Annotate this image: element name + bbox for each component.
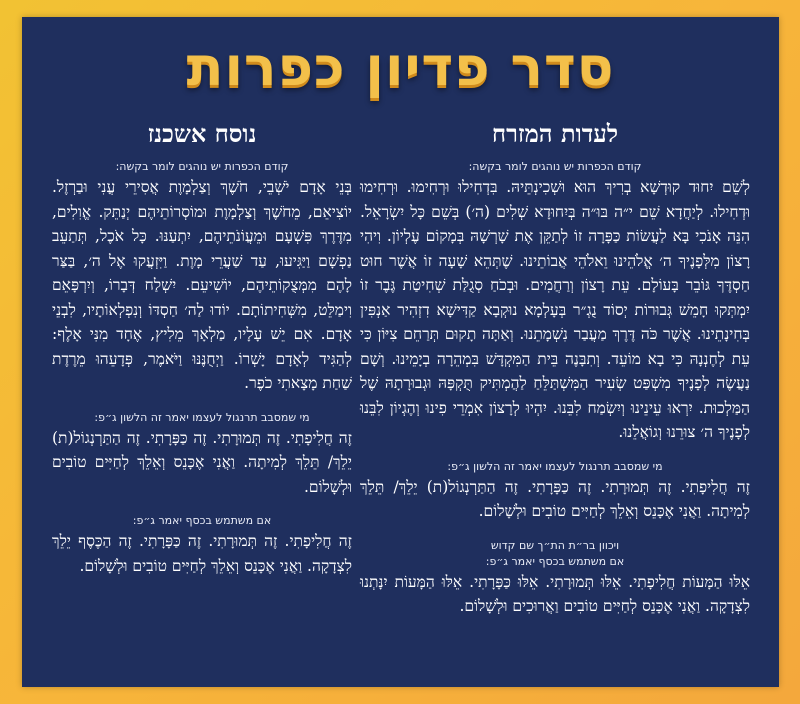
instruction-note: אם משתמש בכסף יאמר ג״פ: (132, 514, 272, 527)
instruction-note: קודם הכפרות יש נוהגים לומר בקשה: (115, 160, 289, 173)
section-rooster (360, 459, 750, 524)
prayer-text: זֶה חֲלִיפָתִי. זֶה תְּמוּרָתִי. זֶה כַּפָּרָתִי. זֶה הַתַּרְנְגוֹל(ת) יֵלֵךְ/ תֵּלֵךְ לְמִיתָה. וַאֲנִי אֶכָּנֵס וְאֵלֵךְ לְחַיִּים טוֹבִים וּלְשָׁלוֹם. (52, 428, 352, 496)
instruction-note-2: אם משתמש בכסף יאמר ג״פ: (485, 554, 625, 568)
section-rooster (52, 410, 352, 500)
instruction-note: קודם הכפרות יש נוהגים לומר בקשה: (468, 160, 642, 173)
instruction-note: ויכוון בר״ת הת״ך שם קדוש (490, 538, 620, 552)
page-title: סדר פדיון כפרות (186, 35, 615, 98)
instruction-note: מי שמסבב תרנגול לעצמו יאמר זה הלשון ג״פ: (94, 410, 310, 424)
column-ashkenaz (52, 117, 352, 578)
prayer-text: זֶה חֲלִיפָתִי. זֶה תְּמוּרָתִי. זֶה כַּפָּרָתִי. זֶה הַכֶּסֶף יֵלֵךְ לִצְדָקָה. וַאֲנִי אֶכָּנֵס וְאֵלֵךְ לְחַיִּים טוֹבִים וּלְשָׁלוֹם. (52, 532, 352, 575)
instruction-note: מי שמסבב תרנגול לעצמו יאמר זה הלשון ג״פ: (447, 459, 663, 473)
section-money (360, 538, 750, 619)
prayer-text: לְשֵׁם יִחוּד קוּדְשָׁא בְרִיךְ הוּא וּשְׁכִינְתֵּיהּ. בִּדְחִילוּ וּרְחִימוּ. וּרְחִימוּ וּדְחִילוּ. לְיַחֲדָא שֵׁם י״ה בּוּ״ה בְּיִחוּדָא שְׁלִים (ה׳) בְּשֵׁם כָּל יִשְׂרָאֵל. הִנֵּה אָנֹכִי בָּא לַעֲשׂוֹת כַּפָּרָה זוֹ לְתַקֵּן אֶת שָׁרְשָׁהּ בְּמָקוֹם עֶלְיוֹן. וִיהִי רָצוֹן מִלְּפָנֶיךָ ה׳ אֱלֹהֵינוּ וֵאלֹהֵי אֲבוֹתֵינוּ. שֶׁתְּהֵא שָׁעָה זוֹ אֲשֶׁר חוּט חַסְדֶּךָ גּוֹבֵר בָּעוֹלָם. עֵת רָצוֹן וְרַחֲמִים. וּבְכֹחַ סְגֻלַּת שְׁחִיטַת גֶּבֶר זוֹ יִמְתְּקוּ חָמֵשׁ גְּבוּרוֹת יְסוֹד נֻגְ״ר בְּעָלְמָא נוּקְבָא קַדִּישָׁא דִזְהִיר אַנְפִּין בְּחִינָתֵינוּ. אֲשֶׁר כֹּה דֶּרֶךְ מַעֲבַר נִשְׁמָתֵנוּ. וְאַתָּה תָקוּם תְּרַחֵם צִיּוֹן כִּי עֵת לְחֶנְנָהּ כִּי בָא מוֹעֵד. וְתִבָּנֶה בֵּית הַמִּקְדָּשׁ בִּמְהֵרָה בְיָמֵינוּ. וְשָׁם נַעֲשֶׂה לְפָנֶיךָ מִשְׁפַּט שְׂעִיר הַמִּשְׁתַּלֵּחַ לַהֲמְתִּיק תֻּקְפָּהּ וּגְבוּרָתָהּ שֶׁל הַמַּלְכוּת. יִרְאוּ עֵינֵינוּ וְיִשְׂמַח לִבֵּנוּ. יִהְיוּ לְרָצוֹן אִמְרֵי פִינוּ וְהֶגְיוֹן לִבֵּנוּ לְפָנֶיךָ ה׳ צוּרֵנוּ וְגוֹאֲלֵנוּ. (360, 178, 750, 441)
prayer-text: בְּנֵי אָדָם יֹשְׁבֵי, חֹשֶׁךְ וְצַלְמָוֶת אֲסִירֵי עֳנִי וּבַרְזֶל. יוֹצִיאֵם, מֵחֹשֶׁךְ וְצַלְמָוֶת וּמוֹסְרוֹתֵיהֶם יְנַתֵּק. אֱוִלִים, מִדֶּרֶךְ פִּשְׁעָם וּמֵעֲוֹנֹתֵיהֶם, יִתְעַנּוּ. כָּל אֹכֶל, תְּתַעֵב נַפְשָׁם וַיַּגִּיעוּ, עַד שַׁעֲרֵי מָוֶת. וַיִּזְעֲקוּ אֶל ה׳, בַּצַּר לָהֶם מִמְּצֻקוֹתֵיהֶם, יוֹשִׁיעֵם. יִשְׁלַח דְּבָרוֹ, וְיִרְפָּאֵם וִימַלֵּט, מִשְּׁחִיתוֹתָם. יוֹדוּ לַה׳ חַסְדּוֹ וְנִפְלְאוֹתָיו, לִבְנֵי אָדָם. אִם יֵשׁ עָלָיו, מַלְאָךְ מֵלִיץ, אֶחָד מִנִּי אָלֶף: לְהַגִּיד לְאָדָם יָשְׁרוֹ. וַיְחֻנֶּנּוּ וַיֹּאמֶר, פְּדָעֵהוּ מֵרֶדֶת שַׁחַת מָצָאתִי כֹפֶר. (52, 178, 352, 392)
section-request (52, 159, 352, 396)
section-request (360, 159, 750, 445)
content-panel (22, 17, 779, 687)
prayer-text: אֵלּוּ הַמָּעוֹת חֲלִיפָתִי. אֵלּוּ תְּמוּרָתִי. אֵלּוּ כַּפָּרָתִי. אֵלּוּ הַמָּעוֹת יִנָּתְנוּ לִצְדָקָה. וַאֲנִי אֶכָּנֵס לְחַיִּים טוֹבִים וַאֲרוּכִים וּלְשָׁלוֹם. (360, 572, 750, 615)
prayer-text: זֶה חֲלִיפָתִי. זֶה תְּמוּרָתִי. זֶה כַּפָּרָתִי. זֶה הַתַּרְנְגוֹל(ת) יֵלֵךְ/ תֵּלֵךְ לְמִיתָה. וַאֲנִי אֶכָּנֵס וְאֵלֵךְ לְחַיִּים טוֹבִים וּלְשָׁלוֹם. (360, 477, 750, 520)
section-money (52, 513, 352, 578)
column-heading-mizrahi: לעדות המזרח (491, 119, 619, 148)
column-mizrahi (360, 117, 750, 619)
column-heading-ashkenaz: נוסח אשכנז (147, 119, 257, 148)
